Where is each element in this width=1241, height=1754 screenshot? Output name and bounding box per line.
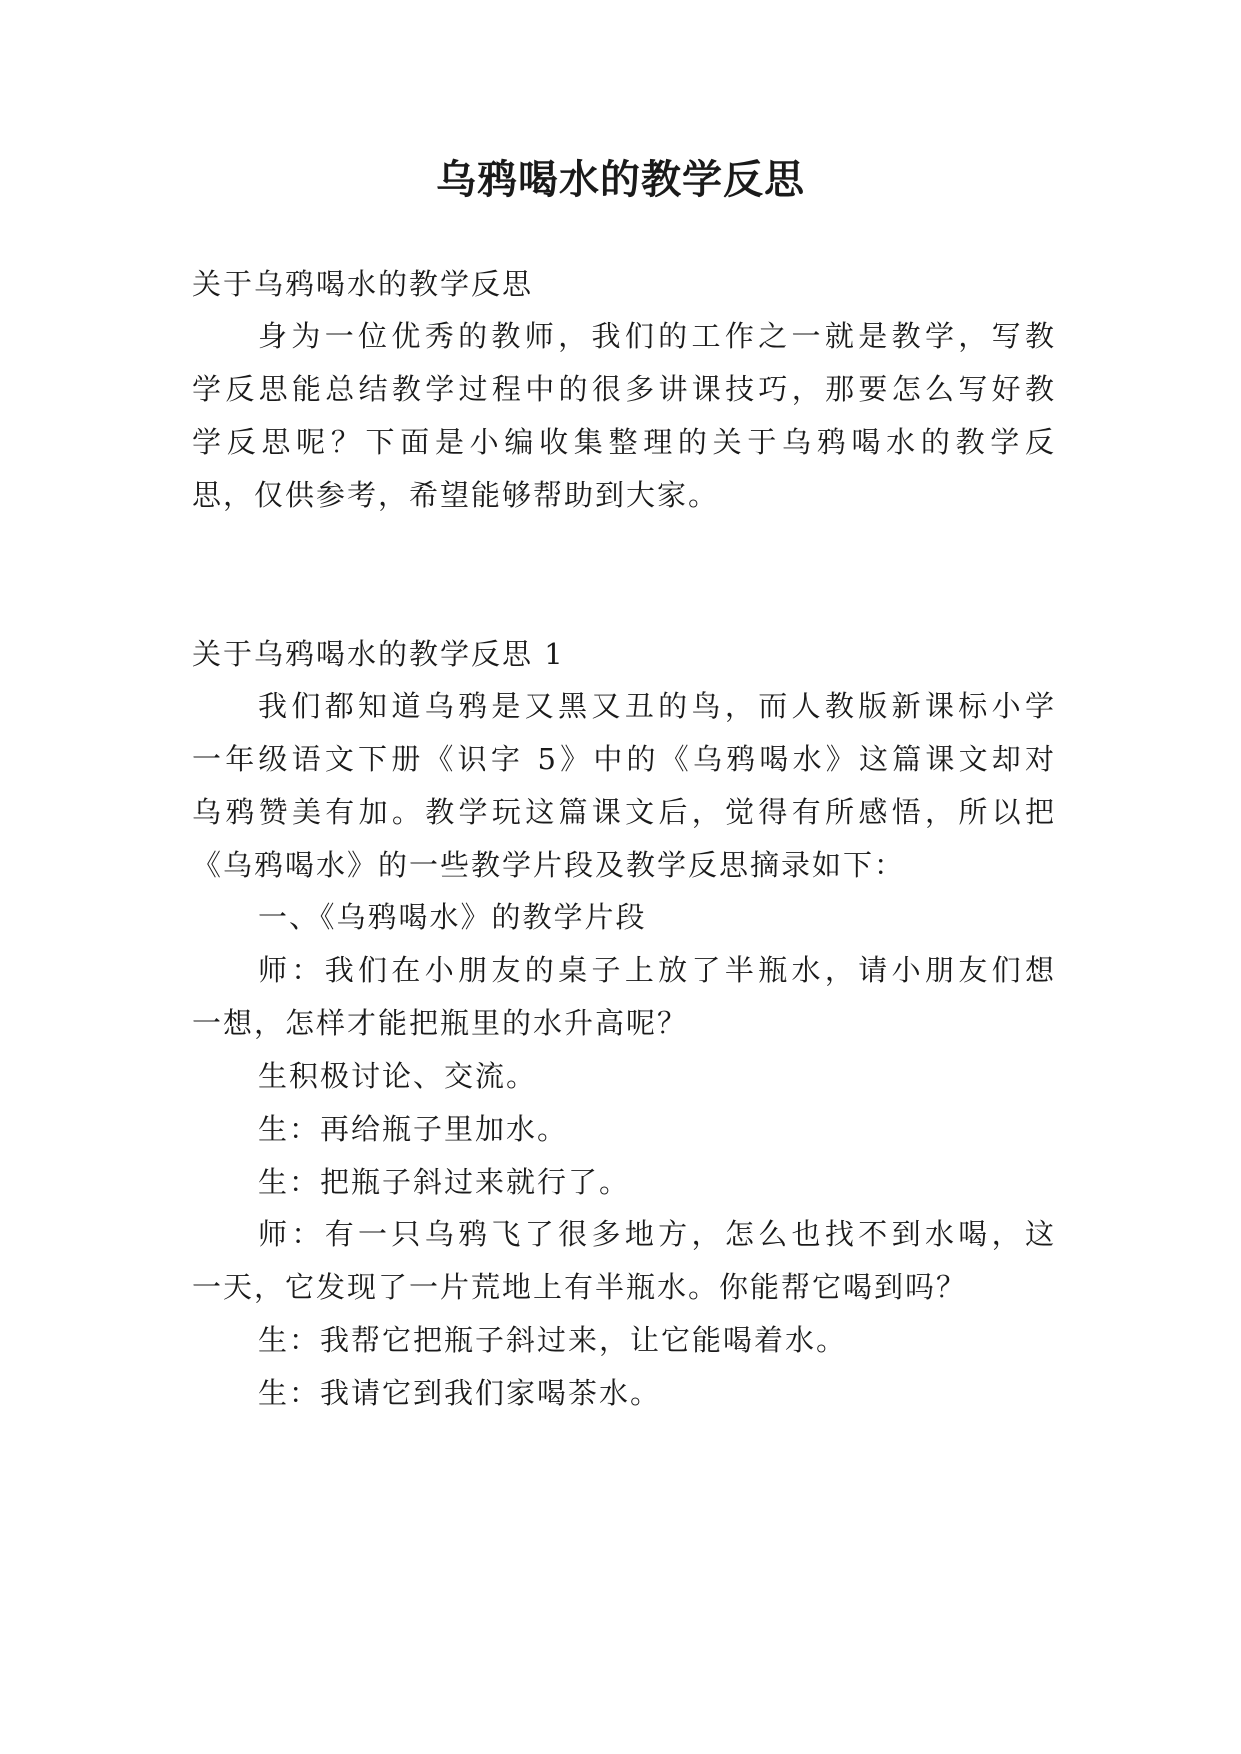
section-line: 生：我帮它把瓶子斜过来，让它能喝着水。: [258, 1323, 848, 1357]
section-line: 师：我们在小朋友的桌子上放了半瓶水，请小朋友们想: [258, 953, 1054, 987]
section-line: 生积极讨论、交流。: [258, 1059, 538, 1093]
intro-line: 学反思能总结教学过程中的很多讲课技巧，那要怎么写好教: [192, 372, 1054, 406]
section-line: 我们都知道乌鸦是又黑又丑的鸟，而人教版新课标小学: [258, 689, 1054, 723]
intro-line: 思，仅供参考，希望能够帮助到大家。: [192, 478, 720, 512]
section-line: 一年级语文下册《识字 5》中的《乌鸦喝水》这篇课文却对: [192, 742, 1054, 776]
document-title: 乌鸦喝水的教学反思: [436, 156, 805, 203]
section-line: 一想，怎样才能把瓶里的水升高呢？: [192, 1006, 689, 1040]
section-line: 乌鸦赞美有加。教学玩这篇课文后，觉得有所感悟，所以把: [192, 795, 1054, 829]
intro-line: 学反思呢？下面是小编收集整理的关于乌鸦喝水的教学反: [192, 425, 1054, 459]
document-subtitle: 关于乌鸦喝水的教学反思: [192, 267, 534, 301]
section-heading: 关于乌鸦喝水的教学反思 1: [192, 637, 565, 671]
section-line: 生：再给瓶子里加水。: [258, 1112, 569, 1146]
section-line: 一、《乌鸦喝水》的教学片段: [258, 900, 647, 934]
section-line: 生：把瓶子斜过来就行了。: [258, 1165, 631, 1199]
section-line: 师：有一只乌鸦飞了很多地方，怎么也找不到水喝，这: [258, 1217, 1054, 1251]
section-line: 《乌鸦喝水》的一些教学片段及教学反思摘录如下：: [192, 848, 906, 882]
section-line: 一天，它发现了一片荒地上有半瓶水。你能帮它喝到吗？: [192, 1270, 968, 1304]
section-line: 生：我请它到我们家喝茶水。: [258, 1376, 662, 1410]
intro-line: 身为一位优秀的教师，我们的工作之一就是教学，写教: [258, 319, 1054, 353]
